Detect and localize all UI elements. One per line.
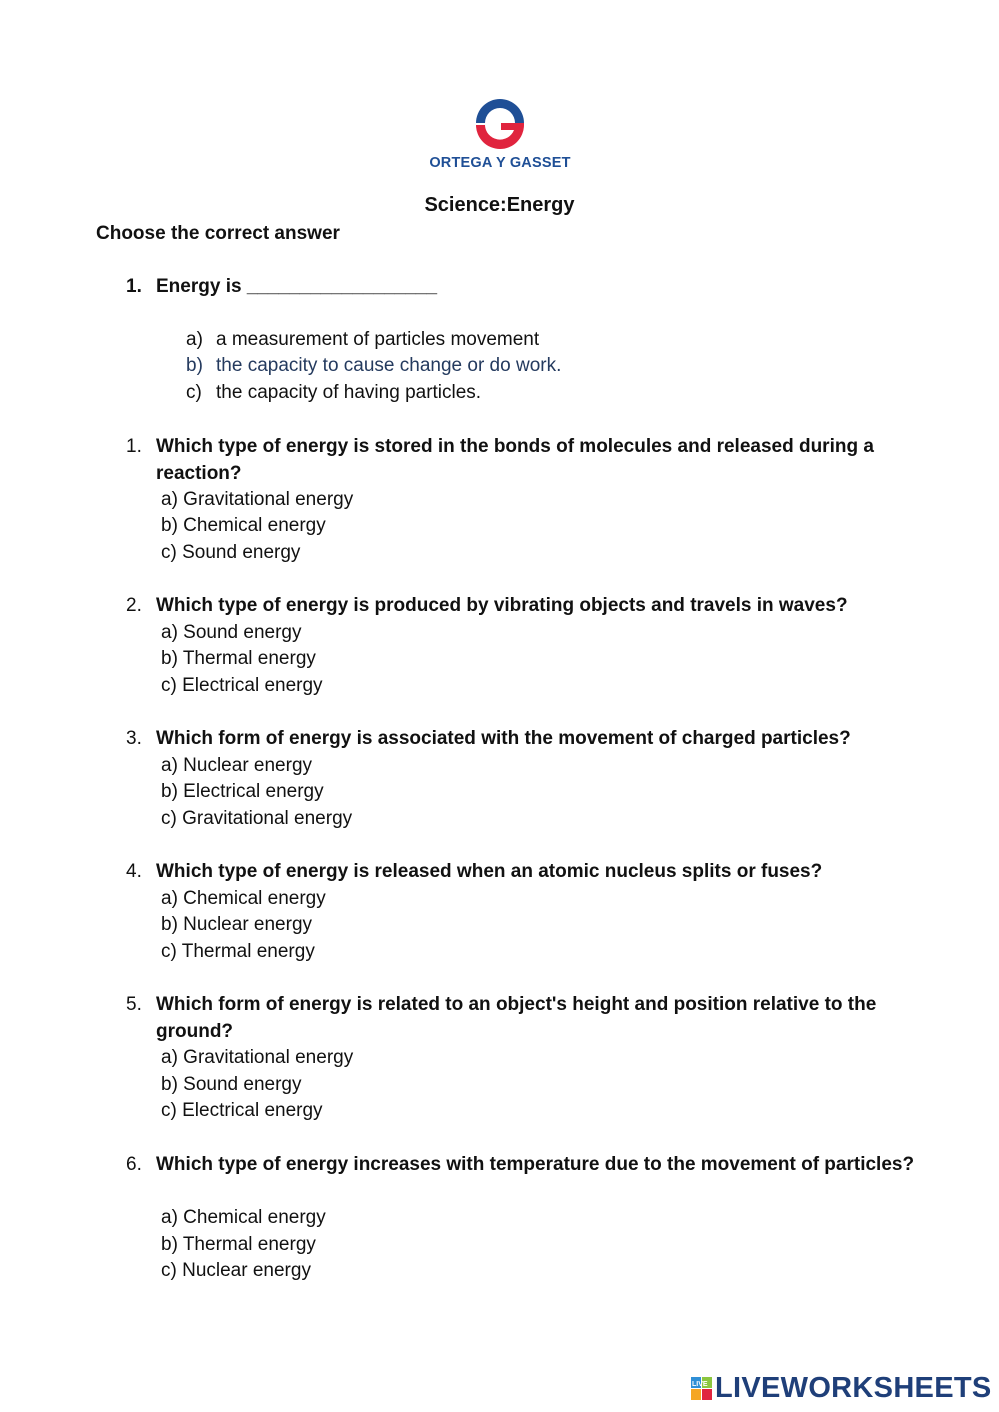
answer-option[interactable]: c) Electrical energy bbox=[161, 675, 323, 696]
question-number: 2. bbox=[126, 595, 142, 616]
school-g-logo-icon bbox=[471, 94, 529, 152]
answer-option[interactable]: c) Thermal energy bbox=[161, 941, 315, 962]
school-name: ORTEGA Y GASSET bbox=[429, 155, 571, 171]
question-text: Which type of energy increases with temperature due to the movement of particles? bbox=[156, 1154, 915, 1175]
question-text: Energy is __________________ bbox=[156, 276, 438, 297]
question-number: 1. bbox=[126, 276, 142, 297]
answer-option[interactable]: c) Gravitational energy bbox=[161, 808, 353, 829]
answer-option[interactable]: b) Chemical energy bbox=[161, 515, 326, 536]
instruction-text: Choose the correct answer bbox=[96, 223, 340, 244]
option-letter: a) bbox=[186, 329, 203, 350]
option-letter: b) bbox=[186, 355, 203, 376]
answer-option[interactable]: c) Nuclear energy bbox=[161, 1260, 311, 1281]
option-text: the capacity of having particles. bbox=[216, 382, 482, 403]
option-text: a measurement of particles movement bbox=[216, 329, 540, 350]
option-letter: c) bbox=[186, 382, 202, 403]
liveworksheets-blocks-icon bbox=[691, 1377, 713, 1401]
question-number: 1. bbox=[126, 436, 142, 457]
brand-icon-letters: LIVE bbox=[692, 1381, 708, 1388]
answer-option[interactable]: a) Chemical energy bbox=[161, 888, 326, 909]
question-number: 4. bbox=[126, 861, 142, 882]
question-text: Which form of energy is associated with the movement of charged particles? bbox=[156, 728, 851, 749]
question-number: 6. bbox=[126, 1154, 142, 1175]
answer-option[interactable]: a) Nuclear energy bbox=[161, 755, 313, 776]
question-text: Which type of energy is stored in the bonds of molecules and released during a reaction? bbox=[156, 436, 874, 484]
question-number: 5. bbox=[126, 994, 142, 1015]
answer-option[interactable]: b) Electrical energy bbox=[161, 781, 324, 802]
answer-option[interactable]: a) Gravitational energy bbox=[161, 489, 354, 510]
answer-option[interactable]: c) Electrical energy bbox=[161, 1100, 323, 1121]
question-number: 3. bbox=[126, 728, 142, 749]
school-logo bbox=[420, 94, 580, 182]
question-text: Which type of energy is released when an atomic nucleus splits or fuses? bbox=[156, 861, 823, 882]
answer-option[interactable]: b) Thermal energy bbox=[161, 1234, 316, 1255]
answer-option[interactable]: b) Thermal energy bbox=[161, 648, 316, 669]
answer-option[interactable]: b) Sound energy bbox=[161, 1074, 302, 1095]
answer-option[interactable]: a) Sound energy bbox=[161, 622, 302, 643]
brand-name: LIVEWORKSHEETS bbox=[715, 1372, 992, 1404]
question-text: Which type of energy is produced by vibrating objects and travels in waves? bbox=[156, 595, 848, 616]
answer-option[interactable]: a) Chemical energy bbox=[161, 1207, 326, 1228]
question-text: Which form of energy is related to an object's height and position relative to the ground? bbox=[156, 994, 877, 1042]
answer-option[interactable]: a) Gravitational energy bbox=[161, 1047, 354, 1068]
page-title: Science:Energy bbox=[424, 194, 575, 216]
answer-option[interactable]: c) Sound energy bbox=[161, 542, 301, 563]
answer-option[interactable]: b) Nuclear energy bbox=[161, 914, 313, 935]
option-text: the capacity to cause change or do work. bbox=[216, 355, 562, 376]
